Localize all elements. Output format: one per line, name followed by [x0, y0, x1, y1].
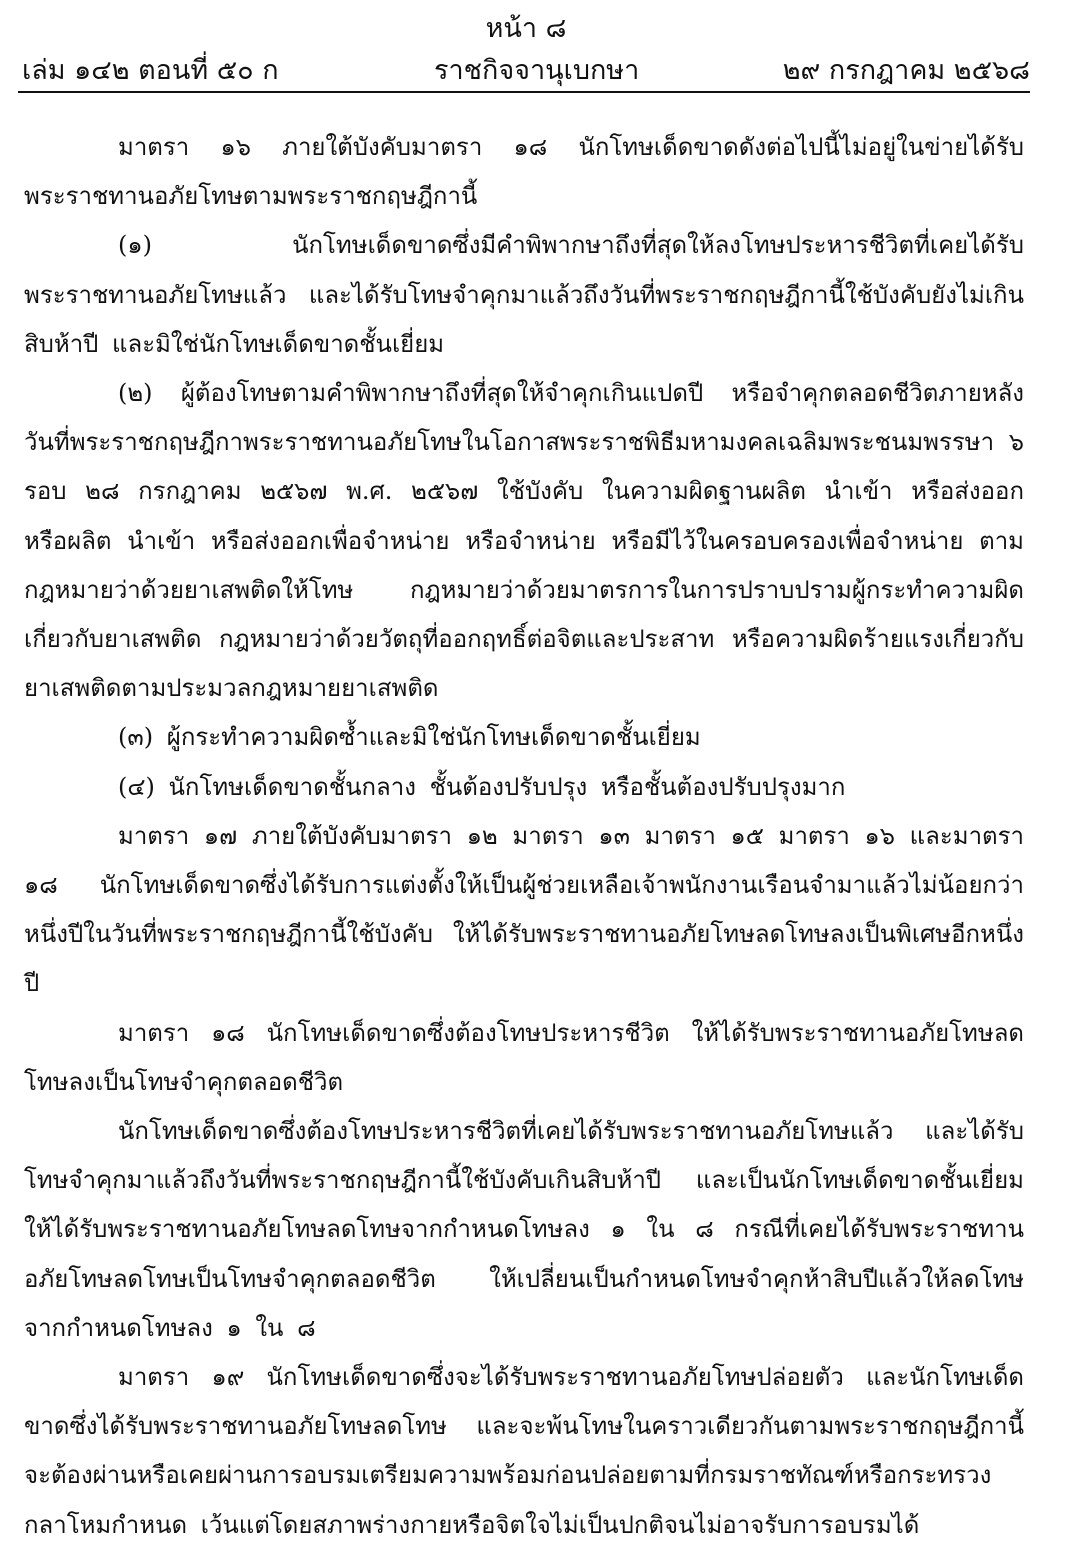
section-16-paragraph: มาตรา ๑๖ ภายใต้บังคับมาตรา ๑๘ นักโทษเด็ดขาดดังต่อไปนี้ไม่อยู่ในข่ายได้รับพระราชทานอภัยโทษตามพระราชกฤษฎีกานี้: [24, 133, 1024, 211]
header-info-row: [22, 54, 1030, 88]
volume-issue: เล่ม ๑๔๒ ตอนที่ ๕๐ ก: [22, 55, 279, 86]
section-18-second-paragraph: นักโทษเด็ดขาดซึ่งต้องโทษประหารชีวิตที่เคยได้รับพระราชทานอภัยโทษแล้ว และได้รับโทษจำคุกมาแล้วถึงวันที่พระราชกฤษฎีกานี้ใช้บังคับเกินสิบห้าปี และเป็นนักโทษเด็ดขาดชั้นเยี่ยม ให้ได้รับพระราชทานอภัยโทษลดโทษจากกำหนดโทษลง ๑ ใน ๘ กรณีที่เคยได้รับพระราชทานอภัยโทษลดโทษเป็นโทษจำคุกตลอดชีวิต ให้เปลี่ยนเป็นกำหนดโทษจำคุกห้าสิบปีแล้วให้ลดโทษจากกำหนดโทษลง ๑ ใน ๘: [24, 1117, 1024, 1342]
section-19-paragraph: มาตรา ๑๙ นักโทษเด็ดขาดซึ่งจะได้รับพระราชทานอภัยโทษปล่อยตัว และนักโทษเด็ดขาดซึ่งได้รับพระราชทานอภัยโทษลดโทษ และจะพ้นโทษในคราวเดียวกันตามพระราชกฤษฎีกานี้จะต้องผ่านหรือเคยผ่านการอบรมเตรียมความพร้อมก่อนปล่อยตามที่กรมราชทัณฑ์หรือกระทรวงกลาโหมกำหนด เว้นแต่โดยสภาพร่างกายหรือจิตใจไม่เป็นปกติจนไม่อาจรับการอบรมได้: [24, 1363, 1024, 1539]
gazette-title: ราชกิจจานุเบกษา: [434, 55, 640, 86]
section-17-paragraph: มาตรา ๑๗ ภายใต้บังคับมาตรา ๑๒ มาตรา ๑๓ มาตรา ๑๕ มาตรา ๑๖ และมาตรา ๑๘ นักโทษเด็ดขาดซึ่งได้รับการแต่งตั้งให้เป็นผู้ช่วยเหลือเจ้าพนักงานเรือนจำมาแล้วไม่น้อยกว่าหนึ่งปีในวันที่พระราชกฤษฎีกานี้ใช้บังคับ ให้ได้รับพระราชทานอภัยโทษลดโทษลงเป็นพิเศษอีกหนึ่งปี: [24, 821, 1024, 998]
section-16-item-2: (๒) ผู้ต้องโทษตามคำพิพากษาถึงที่สุดให้จำคุกเกินแปดปี หรือจำคุกตลอดชีวิตภายหลังวันที่พระราชกฤษฎีกาพระราชทานอภัยโทษในโอกาสพระราชพิธีมหามงคลเฉลิมพระชนมพรรษา ๖ รอบ ๒๘ กรกฎาคม ๒๕๖๗ พ.ศ. ๒๕๖๗ ใช้บังคับ ในความผิดฐานผลิต นำเข้า หรือส่งออก หรือผลิต นำเข้า หรือส่งออกเพื่อจำหน่าย หรือจำหน่าย หรือมีไว้ในครอบครองเพื่อจำหน่าย ตามกฎหมายว่าด้วยยาเสพติดให้โทษ กฎหมายว่าด้วยมาตรการในการปราบปรามผู้กระทำความผิดเกี่ยวกับยาเสพติด กฎหมายว่าด้วยวัตถุที่ออกฤทธิ์ต่อจิตและประสาท หรือความผิดร้ายแรงเกี่ยวกับยาเสพติดตามประมวลกฎหมายยาเสพติด: [24, 379, 1024, 703]
page-number: หน้า ๘: [485, 13, 567, 44]
header-divider: [18, 91, 1030, 93]
section-16-item-3: (๓) ผู้กระทำความผิดซ้ำและมิใช่นักโทษเด็ดขาดชั้นเยี่ยม: [118, 723, 701, 752]
section-16-item-1: (๑) นักโทษเด็ดขาดซึ่งมีคำพิพากษาถึงที่สุดให้ลงโทษประหารชีวิตที่เคยได้รับพระราชทานอภัยโทษแล้ว และได้รับโทษจำคุกมาแล้วถึงวันที่พระราชกฤษฎีกานี้ใช้บังคับยังไม่เกินสิบห้าปี และมิใช่นักโทษเด็ดขาดชั้นเยี่ยม: [24, 231, 1024, 358]
gazette-header: [22, 12, 1030, 96]
document-body: [24, 123, 1024, 1550]
publication-date: ๒๙ กรกฎาคม ๒๕๖๘: [782, 55, 1030, 86]
section-18-paragraph: มาตรา ๑๘ นักโทษเด็ดขาดซึ่งต้องโทษประหารชีวิต ให้ได้รับพระราชทานอภัยโทษลดโทษลงเป็นโทษจำคุกตลอดชีวิต: [24, 1018, 1024, 1096]
section-16-item-4: (๔) นักโทษเด็ดขาดชั้นกลาง ชั้นต้องปรับปรุง หรือชั้นต้องปรับปรุงมาก: [118, 772, 846, 801]
